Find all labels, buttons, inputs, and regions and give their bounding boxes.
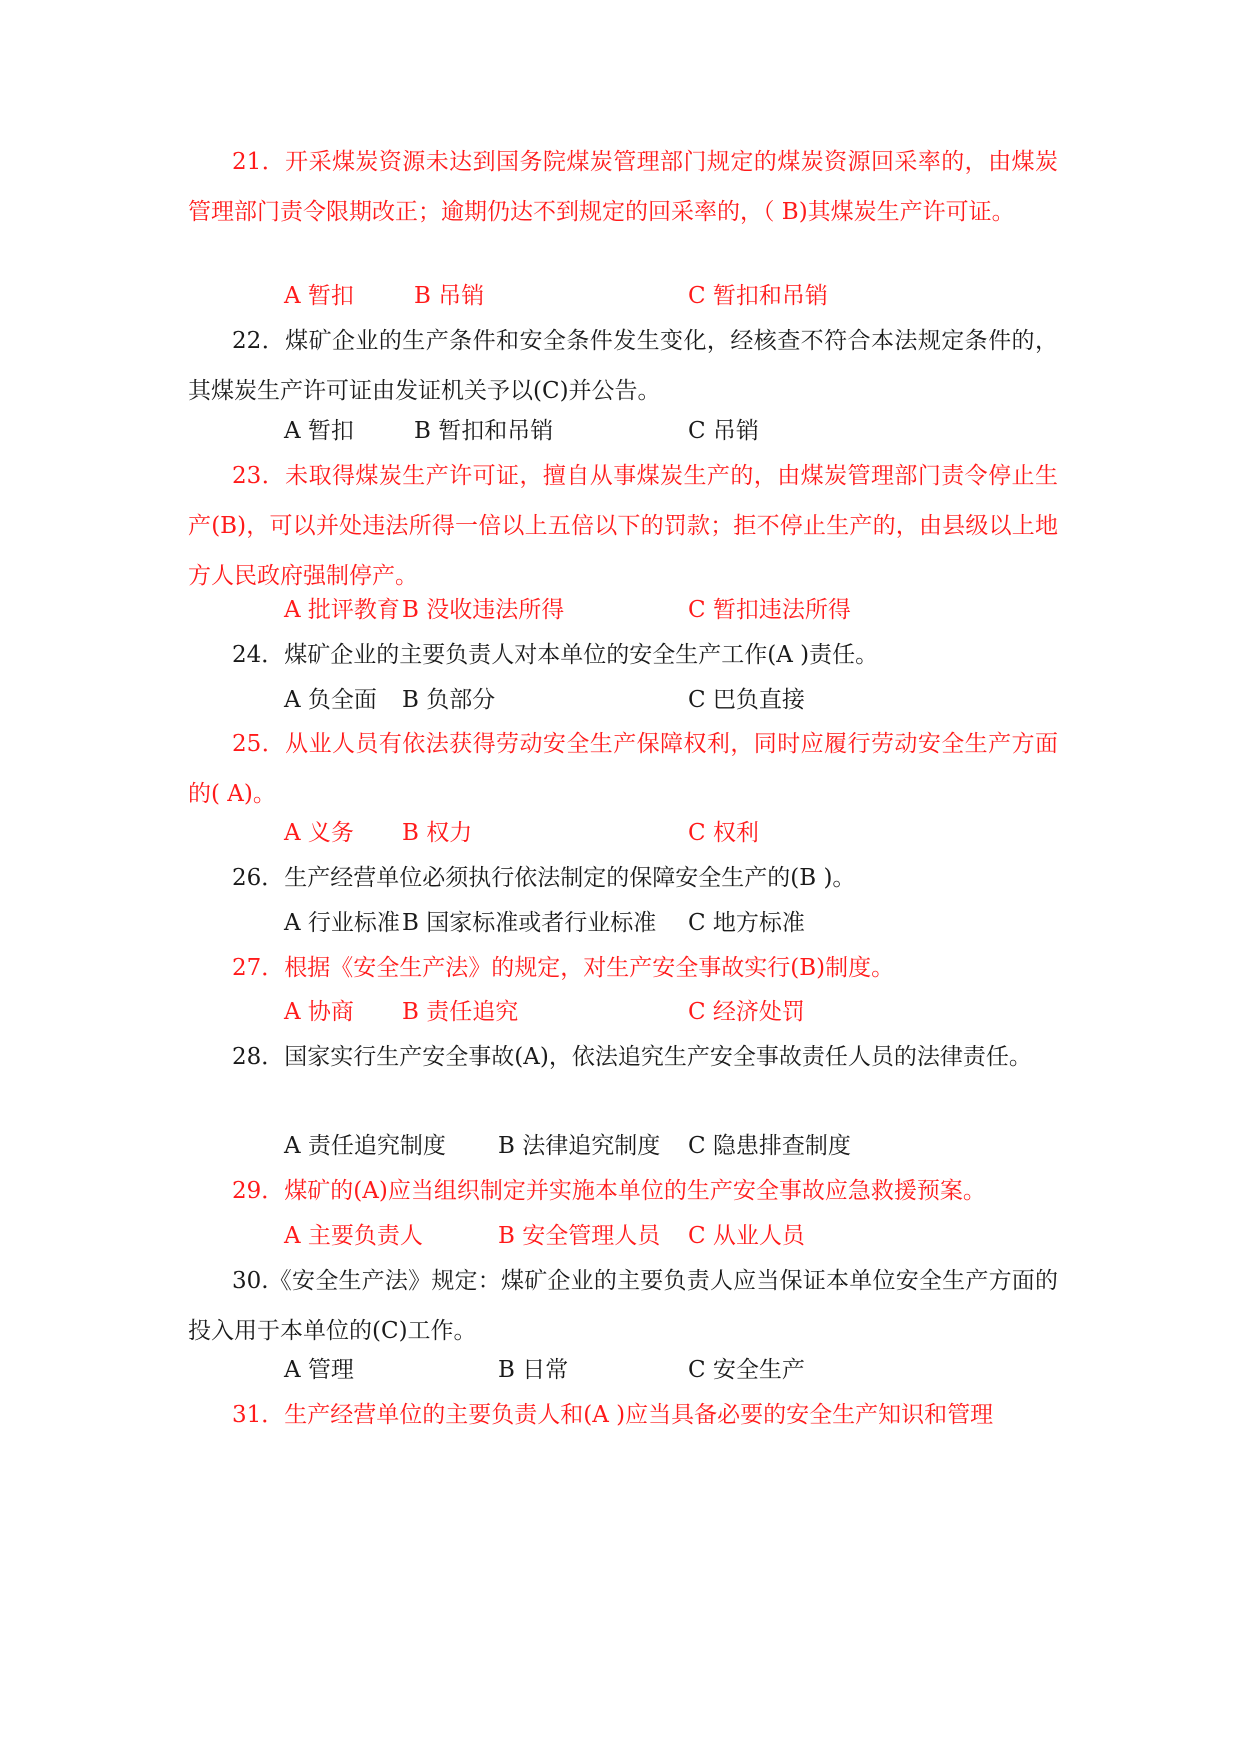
options-28	[284, 1121, 1084, 1171]
option-a: A 负全面	[284, 687, 377, 713]
option-b: B 暂扣和吊销	[414, 418, 554, 444]
option-c: C 权利	[688, 820, 759, 846]
option-b: B 国家标准或者行业标准	[402, 910, 657, 936]
option-b: B 法律追究制度	[498, 1133, 661, 1159]
question-31: 31．生产经营单位的主要负责人和(A )应当具备必要的安全生产知识和管理	[232, 1402, 994, 1428]
question-22: 22．煤矿企业的生产条件和安全条件发生变化，经核查不符合本法规定条件的，其煤炭生产许可证由发证机关予以(C)并公告。	[188, 328, 1058, 404]
option-a: A 批评教育	[284, 597, 400, 623]
options-25	[284, 808, 1084, 858]
question-25: 25．从业人员有依法获得劳动安全生产保障权利，同时应履行劳动安全生产方面的( A)。	[188, 731, 1058, 807]
option-c: C 从业人员	[688, 1223, 805, 1249]
option-c: C 暂扣和吊销	[688, 283, 828, 309]
option-a: A 责任追究制度	[284, 1133, 446, 1159]
option-a: A 协商	[284, 999, 354, 1025]
option-c: C 巴负直接	[688, 687, 805, 713]
option-c: C 隐患排查制度	[688, 1133, 851, 1159]
question-23: 23．未取得煤炭生产许可证，擅自从事煤炭生产的，由煤炭管理部门责令停止生产(B)，可以并处违法所得一倍以上五倍以下的罚款；拒不停止生产的，由县级以上地方人民政府强制停产。	[188, 463, 1058, 589]
options-27	[284, 987, 1084, 1037]
option-a: A 主要负责人	[284, 1223, 423, 1249]
question-30: 30.《安全生产法》规定：煤矿企业的主要负责人应当保证本单位安全生产方面的投入用于本单位的(C)工作。	[188, 1268, 1058, 1344]
option-b: B 没收违法所得	[402, 597, 565, 623]
question-21: 21．开采煤炭资源未达到国务院煤炭管理部门规定的煤炭资源回采率的，由煤炭管理部门责令限期改正；逾期仍达不到规定的回采率的，（ B)其煤炭生产许可证。	[188, 149, 1058, 225]
option-b: B 安全管理人员	[498, 1223, 661, 1249]
option-a: A 义务	[284, 820, 354, 846]
option-c: C 吊销	[688, 418, 759, 444]
options-22	[284, 406, 1084, 456]
option-a: A 行业标准	[284, 910, 400, 936]
question-28: 28．国家实行生产安全事故(A)，依法追究生产安全事故责任人员的法律责任。	[232, 1044, 1032, 1070]
option-c: C 暂扣违法所得	[688, 597, 851, 623]
options-30	[284, 1345, 1084, 1395]
option-b: B 日常	[498, 1357, 569, 1383]
options-23	[284, 585, 1084, 635]
options-24	[284, 675, 1084, 725]
option-b: B 权力	[402, 820, 473, 846]
option-b: B 责任追究	[402, 999, 519, 1025]
options-21	[284, 271, 1084, 321]
question-27: 27．根据《安全生产法》的规定，对生产安全事故实行(B)制度。	[232, 955, 895, 981]
option-b: B 吊销	[414, 283, 485, 309]
options-29	[284, 1211, 1084, 1261]
question-29: 29．煤矿的(A)应当组织制定并实施本单位的生产安全事故应急救援预案。	[232, 1178, 986, 1204]
option-c: C 安全生产	[688, 1357, 805, 1383]
option-a: A 暂扣	[284, 418, 354, 444]
question-26: 26．生产经营单位必须执行依法制定的保障安全生产的(B )。	[232, 865, 856, 891]
option-c: C 经济处罚	[688, 999, 805, 1025]
option-a: A 暂扣	[284, 283, 354, 309]
options-26	[284, 898, 1084, 948]
option-a: A 管理	[284, 1357, 354, 1383]
option-c: C 地方标准	[688, 910, 805, 936]
option-b: B 负部分	[402, 687, 496, 713]
question-24: 24．煤矿企业的主要负责人对本单位的安全生产工作(A )责任。	[232, 642, 879, 668]
